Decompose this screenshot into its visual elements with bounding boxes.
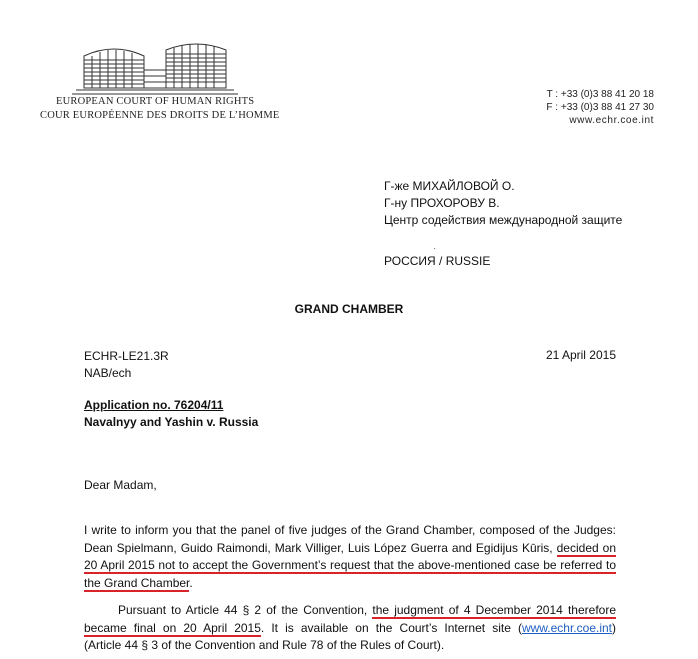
website: www.echr.coe.int [569, 115, 654, 126]
paragraph-1-line-1: I write to inform you that the panel of five judges of the Grand Chamber, composed of the Judges: [84, 523, 616, 537]
availability-text: . It is available on the Court’s Internet site ( [260, 620, 522, 635]
court-building-logo [70, 40, 240, 98]
letter-date: 21 April 2015 [545, 348, 616, 362]
paragraph-2 [84, 602, 616, 655]
closing-paren: ) [612, 620, 616, 635]
fax: F : +33 (0)3 88 41 27 30 [546, 102, 654, 113]
telephone: T : +33 (0)3 88 41 20 18 [546, 89, 654, 100]
addressee-block [384, 178, 622, 229]
court-name-english: EUROPEAN COURT OF HUMAN RIGHTS [56, 96, 255, 107]
highlight-became-final: became final on 20 April 2015 [84, 620, 261, 635]
addressee-line-3: Центр содействия международной защите [384, 213, 623, 227]
highlight-grand-chamber: the Grand Chamber [84, 575, 190, 590]
addressee-line-1: Г-же МИХАЙЛОВОЙ О. [384, 179, 515, 193]
case-title: Navalnyy and Yashin v. Russia [84, 415, 259, 429]
paragraph-2-line-2 [84, 620, 616, 638]
addressee-country: РОССИЯ / RUSSIE [384, 254, 491, 268]
paragraph-1-period: . [189, 575, 193, 590]
highlight-judgment: the judgment of 4 December 2014 therefore [372, 603, 616, 617]
highlight-decided-on: decided on [556, 540, 617, 555]
reference-initials: NAB/ech [84, 366, 132, 380]
highlight-decision-text: 20 April 2015 not to accept the Government’s request that the above-mentioned case be referred to [84, 558, 616, 572]
application-block [84, 397, 258, 431]
salutation: Dear Madam, [84, 478, 157, 492]
addressee-line-2: Г-ну ПРОХОРОВУ В. [384, 196, 500, 210]
court-name-french: COUR EUROPÉENNE DES DROITS DE L’HOMME [40, 110, 280, 121]
paragraph-1-line-3 [84, 557, 616, 575]
contact-block [546, 88, 654, 127]
mark-dot: · [433, 243, 437, 254]
application-number: Application no. 76204/11 [84, 398, 224, 412]
paragraph-1-line-4 [84, 575, 616, 593]
judges-names: Dean Spielmann, Guido Raimondi, Mark Villiger, Luis López Guerra and Egidijus Kūris, [84, 540, 557, 555]
paragraph-2-line-1 [84, 602, 616, 620]
court-website-link[interactable]: www.echr.coe.int [521, 620, 612, 635]
paragraph-1-line-2 [84, 540, 616, 558]
chamber-heading: GRAND CHAMBER [294, 302, 404, 316]
reference-block [84, 348, 169, 382]
paragraph-1 [84, 522, 616, 592]
pursuant-text: Pursuant to Article 44 § 2 of the Convention, [118, 603, 373, 617]
paragraph-2-line-3: (Article 44 § 3 of the Convention and Rule 78 of the Rules of Court). [84, 638, 445, 652]
reference-code: ECHR-LE21.3R [84, 349, 169, 363]
